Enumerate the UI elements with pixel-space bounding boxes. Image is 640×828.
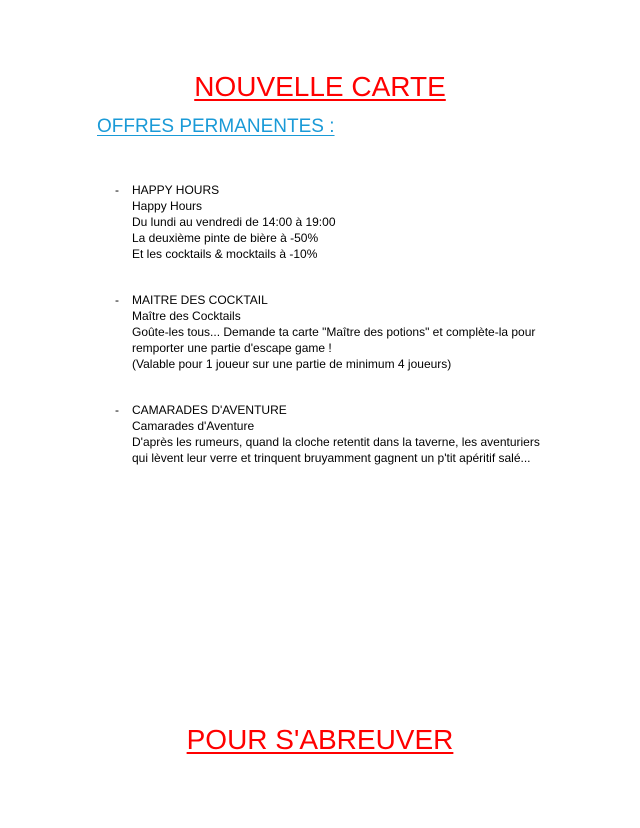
offer-description-line: D'après les rumeurs, quand la cloche retentit dans la taverne, les aventuriers [132,435,540,449]
offer-description-line: Goûte-les tous... Demande ta carte "Maître des potions" et complète-la pour [132,325,536,339]
section-heading-permanent-offers: OFFRES PERMANENTES : [97,116,335,137]
list-bullet: - [115,403,119,417]
offer-description-line: (Valable pour 1 joueur sur une partie de minimum 4 joueurs) [132,357,452,371]
offer-item-camarades-d-aventure [115,402,555,466]
offer-name: HAPPY HOURS [132,183,220,197]
offer-item-happy-hours [115,182,555,262]
list-bullet: - [115,183,119,197]
offer-description-line: Et les cocktails & mocktails à -10% [132,247,318,261]
offer-description-line: La deuxième pinte de bière à -50% [132,231,319,245]
offer-subtitle: Happy Hours [132,199,203,213]
page-title: NOUVELLE CARTE [194,71,446,102]
offer-description-line: Du lundi au vendredi de 14:00 à 19:00 [132,215,336,229]
offer-item-maitre-des-cocktails [115,292,555,372]
offer-description-line: remporter une partie d'escape game ! [132,341,332,355]
footer-title: POUR S'ABREUVER [186,724,454,755]
offer-name: CAMARADES D'AVENTURE [132,403,287,417]
offer-subtitle: Camarades d'Aventure [132,419,255,433]
list-bullet: - [115,293,119,307]
offer-description-line: qui lèvent leur verre et trinquent bruyamment gagnent un p'tit apéritif salé... [132,451,531,465]
offer-subtitle: Maître des Cocktails [132,309,241,323]
offer-name: MAITRE DES COCKTAIL [132,293,268,307]
